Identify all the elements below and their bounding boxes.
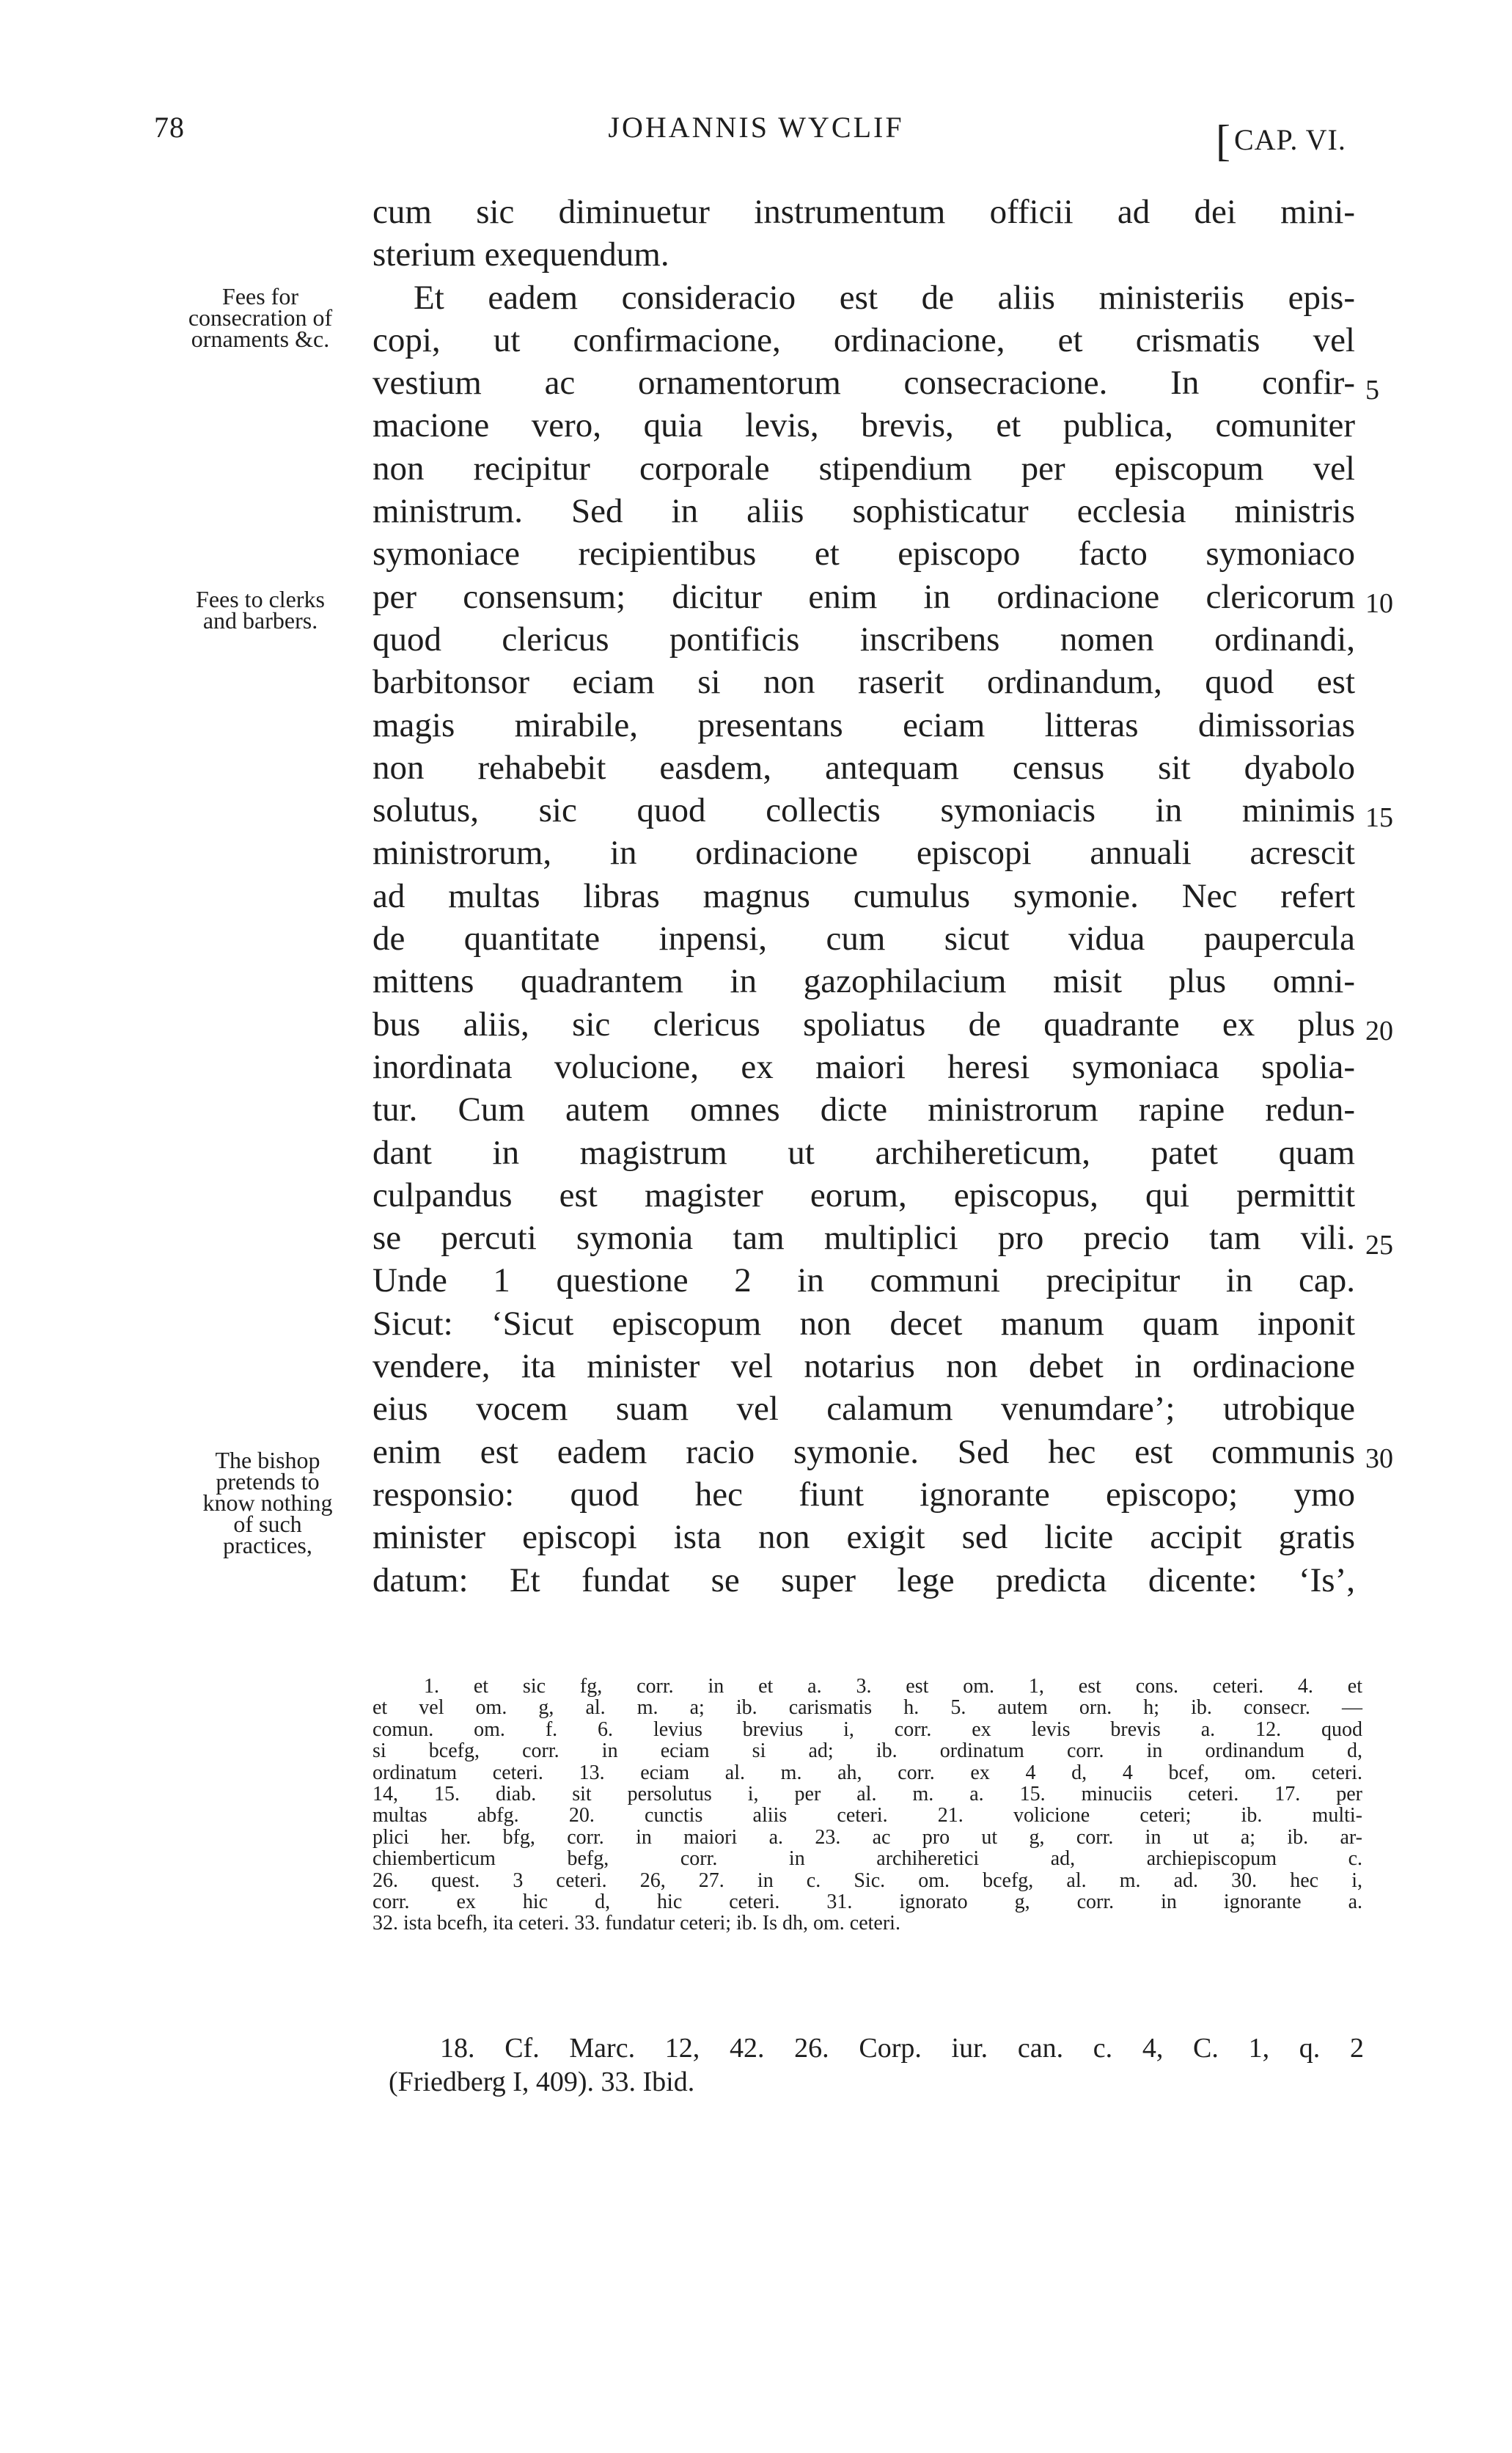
text-line: dant in magistrum ut archihereticum, patet quam (373, 1133, 1355, 1172)
page-number: 78 (154, 111, 185, 144)
text-line: symoniace recipientibus et episcopo facto symoniaco (373, 535, 1355, 573)
line-number: 30 (1365, 1443, 1393, 1474)
apparatus-line: 32. ista bcefh, ita ceteri. 33. fundatur ceteri; ib. Is dh, om. ceteri. (373, 1912, 900, 1935)
margin-note-line: The bishop (215, 1447, 320, 1473)
text-line: culpandus est magister eorum, episcopus, qui permittit (373, 1176, 1355, 1214)
critical-apparatus (373, 1676, 1362, 1935)
text-line: non recipitur corporale stipendium per episcopum vel (373, 449, 1355, 488)
text-line: per consensum; dicitur enim in ordinacione clericorum (373, 577, 1355, 616)
margin-note-line: of such (233, 1511, 302, 1537)
line-number: 15 (1365, 802, 1393, 833)
text-line: ministrum. Sed in aliis sophisticatur ecclesia ministris (373, 492, 1355, 531)
apparatus-line: 26. quest. 3 ceteri. 26, 27. in c. Sic. om. bcefg, al. m. ad. 30. hec i, (373, 1869, 1362, 1892)
text-line: mittens quadrantem in gazophilacium misit plus omni- (373, 962, 1355, 1001)
apparatus-line: si bcefg, corr. in eciam si ad; ib. ordinatum corr. in ordinandum d, (373, 1739, 1362, 1763)
apparatus-line: 1. et sic fg, corr. in et a. 3. est om. 1, est cons. ceteri. 4. et (424, 1675, 1362, 1698)
text-line: vestium ac ornamentorum consecracione. In confir- (373, 364, 1355, 403)
source-notes (389, 2031, 1364, 2099)
apparatus-line: ordinatum ceteri. 13. eciam al. m. ah, corr. ex 4 d, 4 bcef, om. ceteri. (373, 1761, 1362, 1784)
apparatus-line: chiemberticum befg, corr. in archiheretici ad, archiepiscopum c. (373, 1847, 1362, 1871)
line-number: 25 (1365, 1230, 1393, 1261)
text-line: enim est eadem racio symonie. Sed hec est communis (373, 1432, 1355, 1471)
line-number: 20 (1365, 1016, 1393, 1046)
chapter-bracket: [ (1216, 117, 1231, 165)
text-line: copi, ut confirmacione, ordinacione, et crismatis vel (373, 320, 1355, 359)
text-line: tur. Cum autem omnes dicte ministrorum rapine redun- (373, 1090, 1355, 1129)
margin-note-line: pretends to (216, 1468, 320, 1495)
source-line: (Friedberg I, 409). 33. Ibid. (389, 2067, 695, 2097)
chapter-heading (1216, 110, 1346, 165)
apparatus-line: corr. ex hic d, hic ceteri. 31. ignorato g, corr. in ignorante a. (373, 1890, 1362, 1913)
text-line: Et eadem consideracio est de aliis ministeriis epis- (414, 278, 1355, 317)
apparatus-line: 14, 15. diab. sit persolutus i, per al. m. a. 15. minuciis ceteri. 17. per (373, 1782, 1362, 1805)
line-number: 5 (1365, 375, 1379, 406)
text-line: barbitonsor eciam si non raserit ordinandum, quod est (373, 663, 1355, 702)
text-line: ministrorum, in ordinacione episcopi annuali acrescit (373, 834, 1355, 873)
text-line: sterium exequendum. (373, 235, 669, 274)
running-title: JOHANNIS WYCLIF (608, 111, 904, 144)
margin-note-line: practices, (223, 1532, 312, 1558)
margin-note-line: know nothing (202, 1489, 333, 1516)
chapter-label: CAP. VI. (1233, 123, 1346, 156)
text-line: vendere, ita minister vel notarius non debet in ordinacione (373, 1347, 1355, 1386)
text-line: magis mirabile, presentans eciam litteras dimissorias (373, 705, 1355, 744)
text-line: se percuti symonia tam multiplici pro precio tam vili. (373, 1219, 1355, 1258)
margin-note-line: ornaments &c. (191, 326, 330, 352)
text-line: solutus, sic quod collectis symoniacis in minimis (373, 791, 1355, 830)
apparatus-line: multas abfg. 20. cunctis aliis ceteri. 21. volicione ceteri; ib. multi- (373, 1804, 1362, 1827)
source-line: 18. Cf. Marc. 12, 42. 26. Corp. iur. can. c. 4, C. 1, q. 2 (440, 2033, 1364, 2064)
margin-note-bishop (158, 1447, 378, 1558)
text-line: ad multas libras magnus cumulus symonie. Nec refert (373, 876, 1355, 915)
main-text (373, 191, 1355, 1602)
margin-note-line: consecration of (188, 304, 333, 331)
text-line: inordinata volucione, ex maiori heresi symoniaca spolia- (373, 1047, 1355, 1086)
text-line: de quantitate inpensi, cum sicut vidua paupercula (373, 920, 1355, 958)
margin-note-fees-clerks (150, 586, 370, 634)
text-line: quod clericus pontificis inscribens nomen ordinandi, (373, 620, 1355, 659)
text-line: Unde 1 questione 2 in communi precipitur in cap. (373, 1261, 1355, 1300)
margin-note-line: Fees to clerks (196, 586, 325, 612)
margin-note-line: Fees for (222, 283, 298, 309)
text-line: cum sic diminuetur instrumentum officii ad dei mini- (373, 193, 1355, 231)
margin-note-line: and barbers. (202, 607, 318, 634)
apparatus-line: comun. om. f. 6. levius brevius i, corr. ex levis brevis a. 12. quod (373, 1717, 1362, 1741)
text-line: eius vocem suam vel calamum venumdare’; utrobique (373, 1390, 1355, 1429)
line-number: 10 (1365, 588, 1393, 619)
text-line: macione vero, quia levis, brevis, et publica, comuniter (373, 406, 1355, 445)
apparatus-line: et vel om. g, al. m. a; ib. carismatis h. 5. autem orn. h; ib. consecr. — (373, 1696, 1362, 1720)
text-line: Sicut: ‘Sicut episcopum non decet manum quam inponit (373, 1304, 1355, 1343)
margin-note-fees-consecration (150, 283, 370, 352)
apparatus-line: plici her. bfg, corr. in maiori a. 23. ac pro ut g, corr. in ut a; ib. ar- (373, 1825, 1362, 1849)
text-line: responsio: quod hec fiunt ignorante episcopo; ymo (373, 1475, 1355, 1514)
text-line: bus aliis, sic clericus spoliatus de quadrante ex plus (373, 1005, 1355, 1044)
text-line: minister episcopi ista non exigit sed licite accipit gratis (373, 1518, 1355, 1557)
text-line: datum: Et fundat se super lege predicta dicente: ‘Is’, (373, 1561, 1355, 1599)
text-line: non rehabebit easdem, antequam census sit dyabolo (373, 748, 1355, 787)
